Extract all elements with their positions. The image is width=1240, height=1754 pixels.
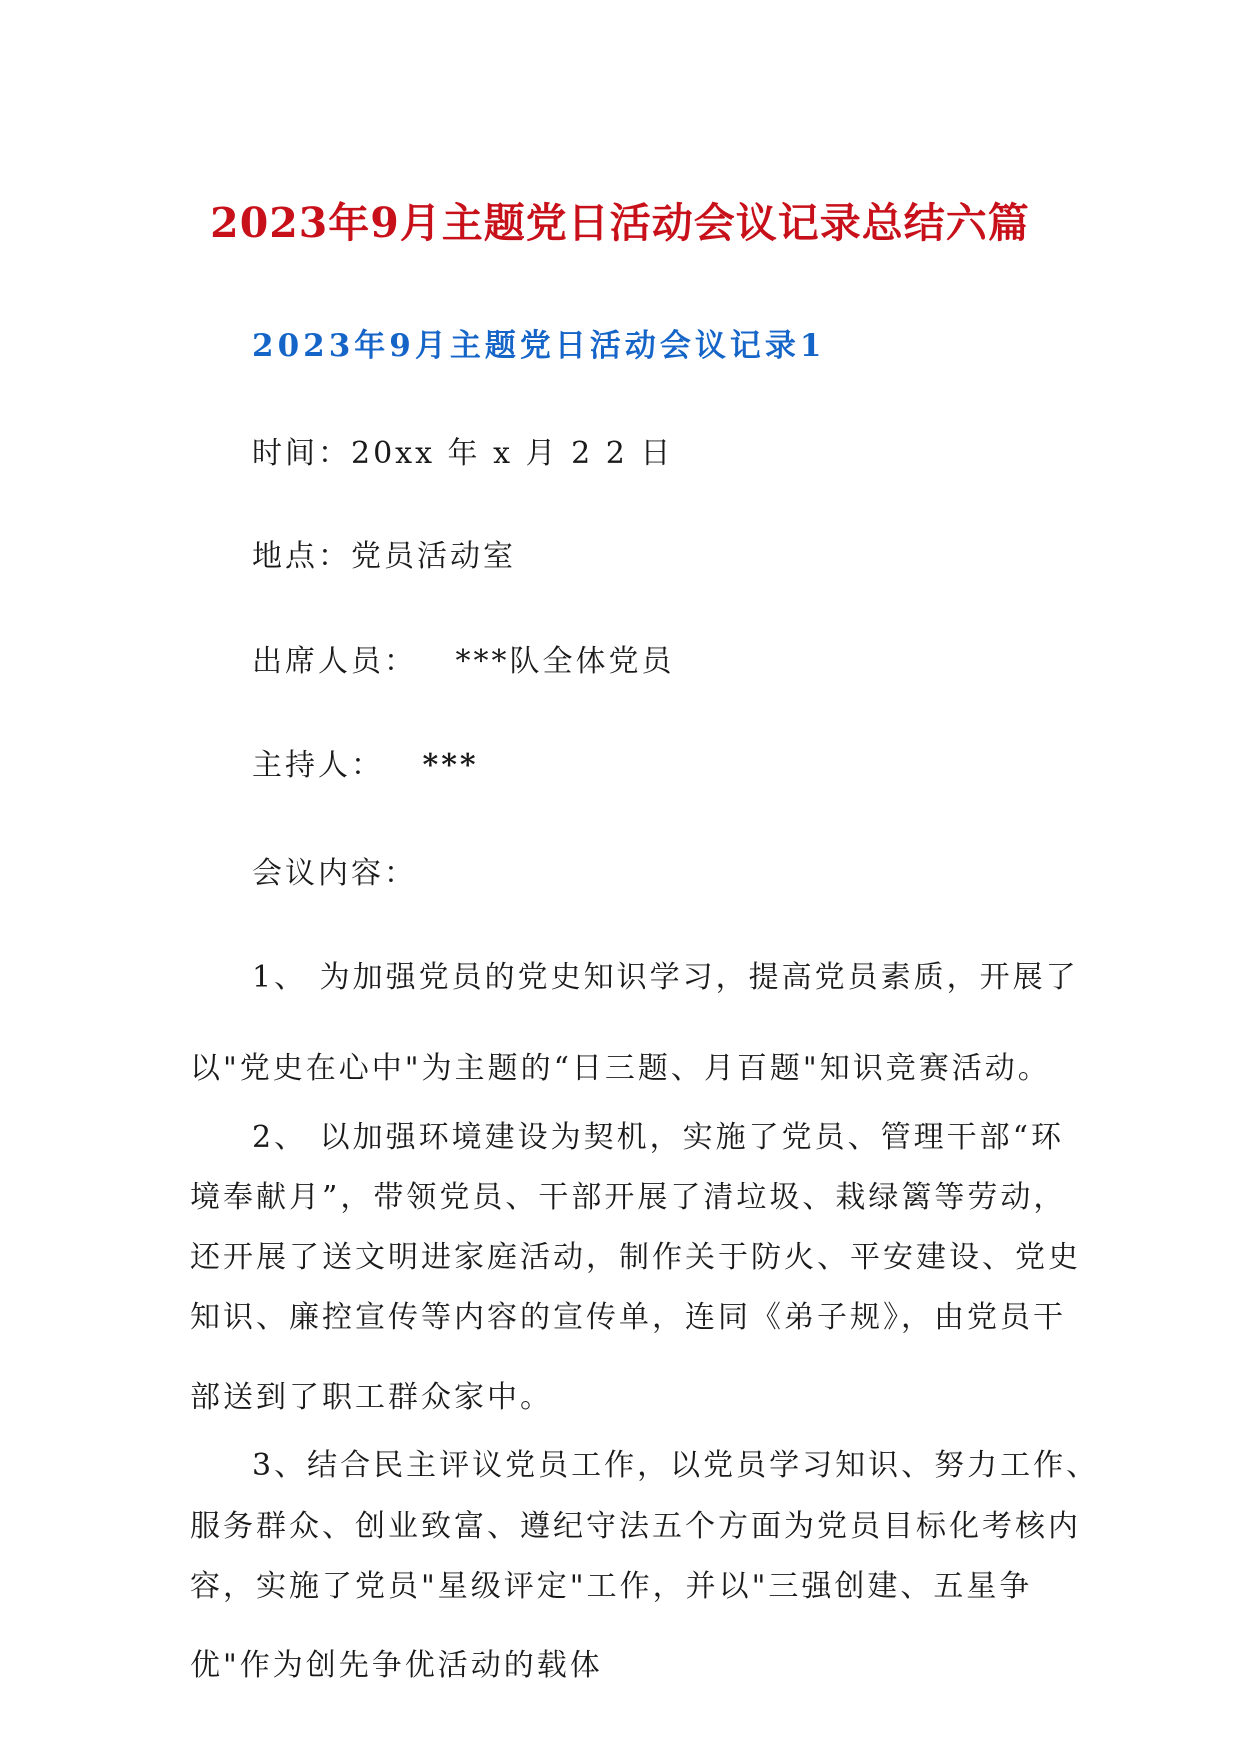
meeting-content-label: 会议内容： — [252, 856, 417, 891]
paragraph-1-line: 以"党史在心中"为主题的“日三题、月百题"知识竞赛活动。 — [190, 1051, 1051, 1086]
meeting-time: 时间：20xx 年 x 月 2 2 日 — [252, 436, 674, 471]
meeting-place: 地点：党员活动室 — [252, 539, 516, 574]
document-title: 2023年9月主题党日活动会议记录总结六篇 — [210, 199, 1030, 247]
section-heading: 2023年9月主题党日活动会议记录1 — [252, 328, 826, 364]
paragraph-2-line: 部送到了职工群众家中。 — [190, 1380, 553, 1415]
paragraph-3-line: 优"作为创先争优活动的载体 — [190, 1648, 603, 1683]
attendees-label: 出席人员： — [252, 644, 417, 679]
host-label: 主持人： — [252, 748, 384, 783]
paragraph-2-line: 知识、廉控宣传等内容的宣传单，连同《弟子规》，由党员干 — [190, 1300, 1066, 1335]
paragraph-3-line: 服务群众、创业致富、遵纪守法五个方面为党员目标化考核内 — [190, 1509, 1081, 1544]
paragraph-2-line: 2、 以加强环境建设为契机，实施了党员、管理干部“环 — [252, 1120, 1064, 1155]
meeting-attendees — [252, 636, 675, 680]
paragraph-1-line: 1、 为加强党员的党史知识学习，提高党员素质，开展了 — [252, 960, 1079, 995]
paragraph-3-line: 容，实施了党员"星级评定"工作，并以"三强创建、五星争 — [190, 1569, 1033, 1604]
paragraph-3-line: 3、结合民主评议党员工作，以党员学习知识、努力工作、 — [252, 1448, 1100, 1483]
attendees-value: ***队全体党员 — [455, 644, 675, 679]
host-value: *** — [422, 748, 479, 783]
paragraph-2-line: 境奉献月”，带领党员、干部开展了清垃圾、栽绿篱等劳动， — [190, 1180, 1067, 1215]
meeting-host — [252, 740, 479, 784]
paragraph-2-line: 还开展了送文明进家庭活动，制作关于防火、平安建设、党史 — [190, 1240, 1081, 1275]
